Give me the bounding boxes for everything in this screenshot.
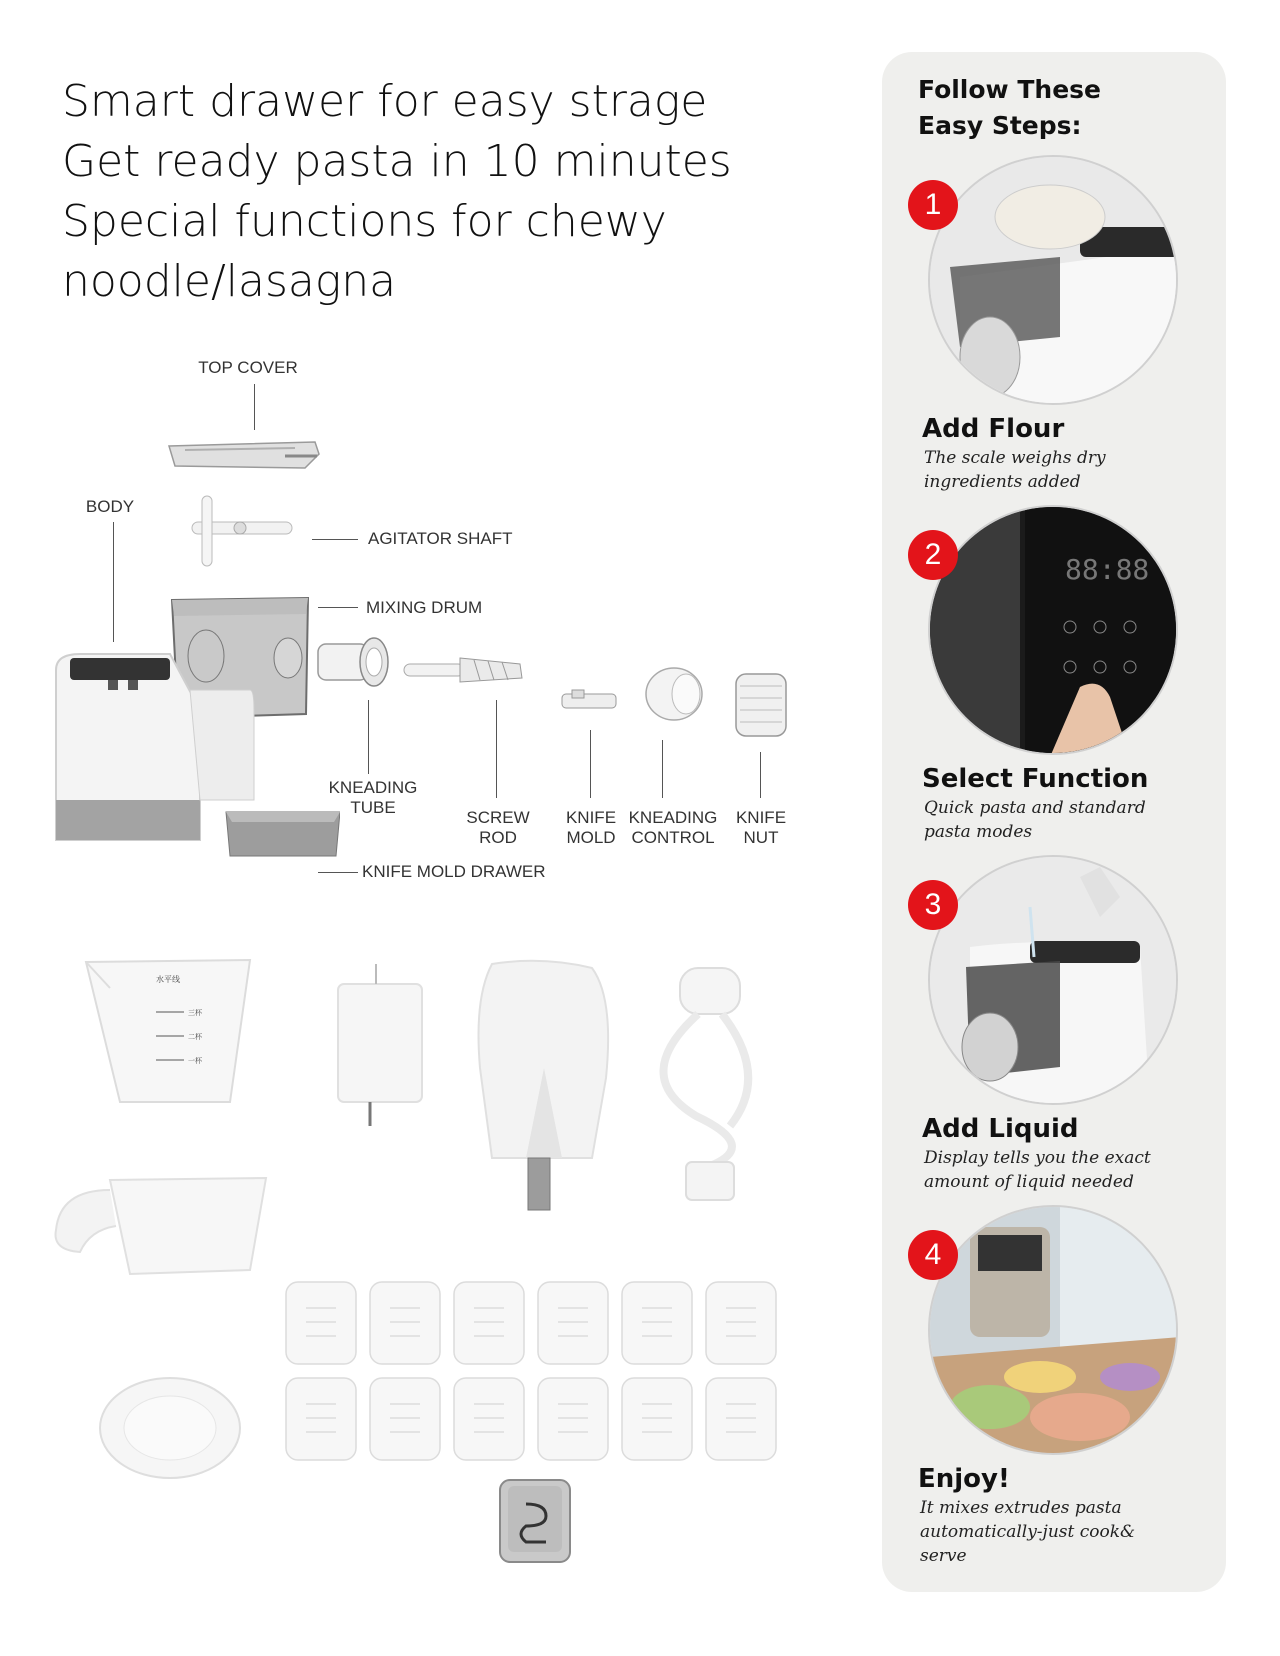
- screw-rod-part: [400, 650, 530, 690]
- step-3-badge: 3: [908, 880, 958, 930]
- headline-line-2: Get ready pasta in 10 minutes: [62, 136, 732, 187]
- headline: [62, 72, 782, 312]
- step-1-badge: 1: [908, 180, 958, 230]
- kneading-control-part: [640, 664, 710, 724]
- step-1-title: Add Flour: [922, 414, 1065, 444]
- nozzle-set-part: [282, 1278, 792, 1468]
- step-3-title: Add Liquid: [922, 1114, 1079, 1144]
- steps-title-line-1: Follow These: [918, 75, 1101, 104]
- step-2-display: 88:88: [1065, 553, 1150, 586]
- cup-mark-level: 水平线: [156, 975, 180, 984]
- step-4-image: [928, 1205, 1178, 1455]
- label-body: BODY: [85, 497, 135, 516]
- step-3-desc-line-1: Display tells you the exact: [924, 1148, 1151, 1168]
- knife-nut-part: [730, 666, 794, 742]
- steps-panel-title: [918, 72, 1178, 144]
- label-screw-rod-1: SCREW: [466, 808, 530, 827]
- leader-kneading-tube: [368, 700, 369, 774]
- headline-line-3: Special functions for chewy: [62, 196, 667, 247]
- label-knife-nut-1: KNIFE: [735, 808, 787, 827]
- label-kneading-tube-2: TUBE: [350, 798, 396, 817]
- cup-mark-1: 一杯: [188, 1057, 202, 1065]
- step-2-desc-line-2: pasta modes: [924, 822, 1033, 842]
- step-2-desc-line-1: Quick pasta and standard: [924, 798, 1146, 818]
- knife-mold-part: [558, 688, 622, 718]
- headline-line-4: noodle/lasagna: [62, 256, 397, 307]
- step-2-image: [928, 505, 1178, 755]
- cup-mark-2: 二杯: [188, 1033, 202, 1041]
- steps-title-line-2: Easy Steps:: [918, 111, 1082, 140]
- leader-kneading-control: [662, 740, 663, 798]
- leader-drawer: [318, 872, 358, 873]
- label-mixing-drum: MIXING DRUM: [366, 598, 483, 617]
- agitator-shaft-part: [188, 494, 308, 574]
- step-3-illustration: [930, 857, 1178, 1105]
- step-4-illustration: [930, 1207, 1178, 1455]
- steel-nozzle-part: [496, 1476, 576, 1566]
- label-screw-rod-2: ROD: [479, 828, 517, 847]
- step-4-title: Enjoy!: [918, 1464, 1010, 1494]
- leader-knife-nut: [760, 752, 761, 798]
- step-1-image: [928, 155, 1178, 405]
- step-4-desc: [920, 1496, 1180, 1568]
- label-kneading-tube-1: KNEADING: [328, 778, 418, 797]
- machine-body-part: [50, 650, 340, 860]
- label-knife-mold-1: KNIFE: [565, 808, 617, 827]
- top-cover-part: [165, 438, 325, 478]
- step-4-badge: 4: [908, 1230, 958, 1280]
- leader-screw-rod: [496, 700, 497, 798]
- dumpling-mold-part: [90, 1370, 250, 1485]
- label-kneading-control-2: CONTROL: [631, 828, 715, 847]
- measuring-cup-part: [80, 952, 255, 1112]
- measuring-jug-part: [50, 1170, 270, 1285]
- step-1-desc-line-1: The scale weighs dry: [924, 448, 1106, 468]
- step-1-desc-line-2: ingredients added: [924, 472, 1081, 492]
- step-3-desc: [924, 1146, 1184, 1194]
- step-3-image: [928, 855, 1178, 1105]
- cup-mark-3: 三杯: [188, 1009, 202, 1017]
- label-knife-mold-drawer: KNIFE MOLD DRAWER: [362, 862, 546, 881]
- leader-body: [113, 522, 114, 642]
- step-1-illustration: [930, 157, 1178, 405]
- power-cord-part: [650, 966, 770, 1206]
- label-agitator-shaft: AGITATOR SHAFT: [368, 529, 513, 548]
- step-2-illustration: [930, 507, 1178, 755]
- step-4-desc-line-1: It mixes extrudes pasta: [920, 1498, 1122, 1518]
- headline-line-1: Smart drawer for easy strage: [62, 76, 708, 127]
- leader-mixing-drum: [318, 607, 358, 608]
- leader-top-cover: [254, 384, 255, 430]
- adapter-part: [466, 958, 616, 1218]
- step-2-badge: 2: [908, 530, 958, 580]
- label-kneading-control-1: KNEADING: [628, 808, 718, 827]
- leader-knife-mold: [590, 730, 591, 798]
- label-knife-mold-2: MOLD: [566, 828, 616, 847]
- step-2-title: Select Function: [922, 764, 1149, 794]
- step-2-desc: [924, 796, 1184, 844]
- leader-agitator: [312, 539, 358, 540]
- step-1-desc: [924, 446, 1184, 494]
- kneading-tube-part: [314, 630, 394, 690]
- label-top-cover: TOP COVER: [198, 358, 298, 377]
- cleaning-tool-part: [330, 960, 430, 1130]
- step-4-desc-line-2: automatically-just cook& serve: [920, 1522, 1136, 1566]
- step-3-desc-line-2: amount of liquid needed: [924, 1172, 1134, 1192]
- label-knife-nut-2: NUT: [743, 828, 779, 847]
